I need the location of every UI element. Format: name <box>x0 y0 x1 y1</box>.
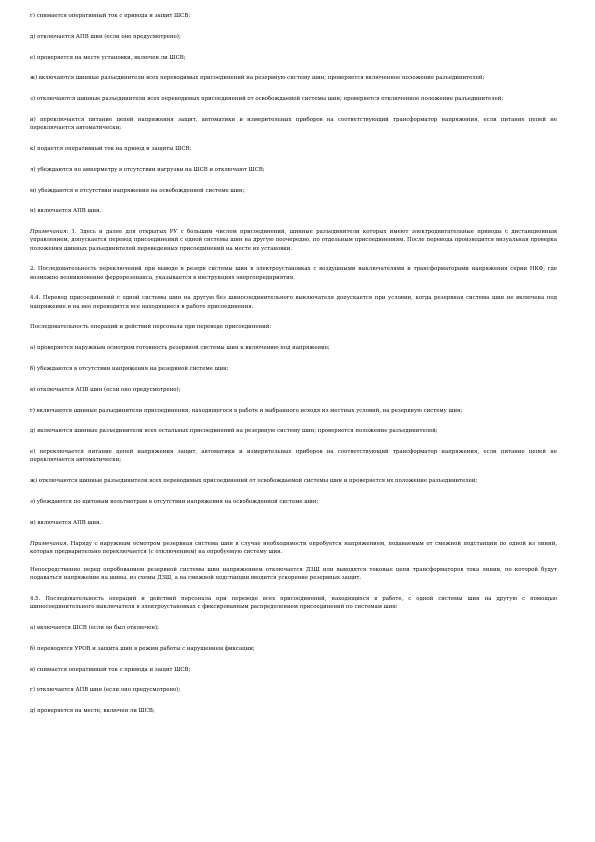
paragraph: Последовательность операций и действий персонала при переводе присоединений: <box>30 324 272 331</box>
note-label: Примечания: <box>30 229 69 236</box>
paragraph: н) включается АПВ шин. <box>30 208 102 215</box>
paragraph: к) подается оперативный ток на привод и защиты ШСВ; <box>30 145 192 152</box>
note-text: 1. Здесь и далее для открытых РУ с большим числом присоединений, шинные разъединители которых имеют электродвигательные приводы с дистанционным управлением, допускается перевод присоединений с одной системы шин на другую поочередно, по отдельным присоединениям. После перевода производится визуальная проверка положения шинных разъединителей переведенных присоединений на месте их установки. <box>30 229 557 252</box>
paragraph: а) включается ШСВ (если он был отключен); <box>30 624 159 631</box>
paragraph: з) убеждаются по щитовым вольтметрам в отсутствии напряжения на освобожденной системе шин; <box>30 498 319 505</box>
paragraph: ж) включаются шинные разъединители всех переводимых присоединений на резервную систему шин; проверяется включенное положение разъединителей; <box>30 75 485 82</box>
paragraph: б) убеждаются в отсутствии напряжения на резервной системе шин; <box>30 365 229 372</box>
paragraph: е) проверяется на месте установки, включен ли ШСВ; <box>30 54 186 61</box>
paragraph: е) переключается питание цепей напряжения защит, автоматики и измерительных приборов на соответствующий трансформатор напряжения, если питание цепей не переключается автоматически; <box>30 449 557 464</box>
paragraph: Непосредственно перед опробованием резервной системы шин напряжением отключается ДЗШ или выводятся токовые цепи трансформаторов тока линии, по которой будут подаваться напряжение на шины, из схемы ДЗШ, а на смежной подстанции вводится ускорение резервных защит. <box>30 566 557 582</box>
paragraph: и) включается АПВ шин. <box>30 519 102 526</box>
paragraph: м) убеждаются в отсутствии напряжения на освобожденной системе шин; <box>30 187 245 194</box>
paragraph: б) переводятся УРОВ и защита шин в режим работы с нарушением фиксации; <box>30 645 255 652</box>
paragraph: д) отключается АПВ шин (если оно предусмотрено); <box>30 33 181 40</box>
paragraph: в) отключается АПВ шин (если оно предусмотрено); <box>30 386 181 393</box>
paragraph: д) включаются шинные разъединители всех остальных присоединений на резервную систему шин; проверяется положение разъединителей; <box>30 428 438 435</box>
paragraph: 4.4. Перевод присоединений с одной системы шин на другую без шиносоединительного выключателя допускается при условии, когда резервная система шин не включена под напряжение и на нее переводится все находящиеся в работе присоединения. <box>30 295 557 310</box>
paragraph: л) убеждаются по амперметру в отсутствии нагрузки на ШСВ и отключают ШСВ; <box>30 166 265 173</box>
note-text: Наряду с наружным осмотром резервная система шин в случае необходимости опробуется напряжением, подаваемым от смежной подстанции по одной из линий, которая предварительно переключается (с отключением) на опробуемую систему шин. <box>30 540 557 555</box>
paragraph: и) переключается питание цепей напряжения защит, автоматики и измерительных приборов на соответствующий трансформатор напряжения, если питание цепей не переключается автоматически; <box>30 116 557 132</box>
paragraph: а) проверяется наружным осмотром готовность резервной системы шин к включению под напряжение; <box>30 345 330 352</box>
paragraph: г) отключается АПВ шин (если оно предусмотрено); <box>30 687 181 694</box>
paragraph: з) отключаются шинные разъединители всех переводимых присоединений от освобождаемой системы шин; проверяется отключенное положение разъединителей; <box>30 96 504 103</box>
paragraph: г) включаются шинные разъединители присоединения, находящегося в работе и выбранного исходя из местных условий, на резервную систему шин; <box>30 407 463 414</box>
paragraph: в) снимается оперативный ток с привода и защит ШСВ; <box>30 666 191 673</box>
paragraph: 4.5. Последовательность операций и действий персонала при переводе всех присоединений, находящихся в работе, с одной системы шин на другую с помощью шиносоединительного выключателя в электроустановках с фиксированным распределением присоединений по системам шин: <box>30 595 557 611</box>
paragraph: г) снимается оперативный ток с привода и защит ШСВ; <box>30 13 191 19</box>
paragraph: ж) отключаются шинные разъединители всех переводимых присоединений от освобождаемой системы шин и проверяется их положение разъединителей; <box>30 478 478 485</box>
note-label: Примечания. <box>30 540 69 547</box>
paragraph: 2. Последовательность переключений при выводе в резерв системы шин в электроустановках с воздушными выключателями и трансформаторами напряжения серии НКФ, где возможно возникновение феррорезонанса, указывается в инструкциях энергопредприятия. <box>30 266 557 281</box>
paragraph: д) проверяется на месте, включен ли ШСВ; <box>30 708 155 715</box>
note-paragraph <box>30 228 557 253</box>
note-paragraph <box>30 540 557 556</box>
